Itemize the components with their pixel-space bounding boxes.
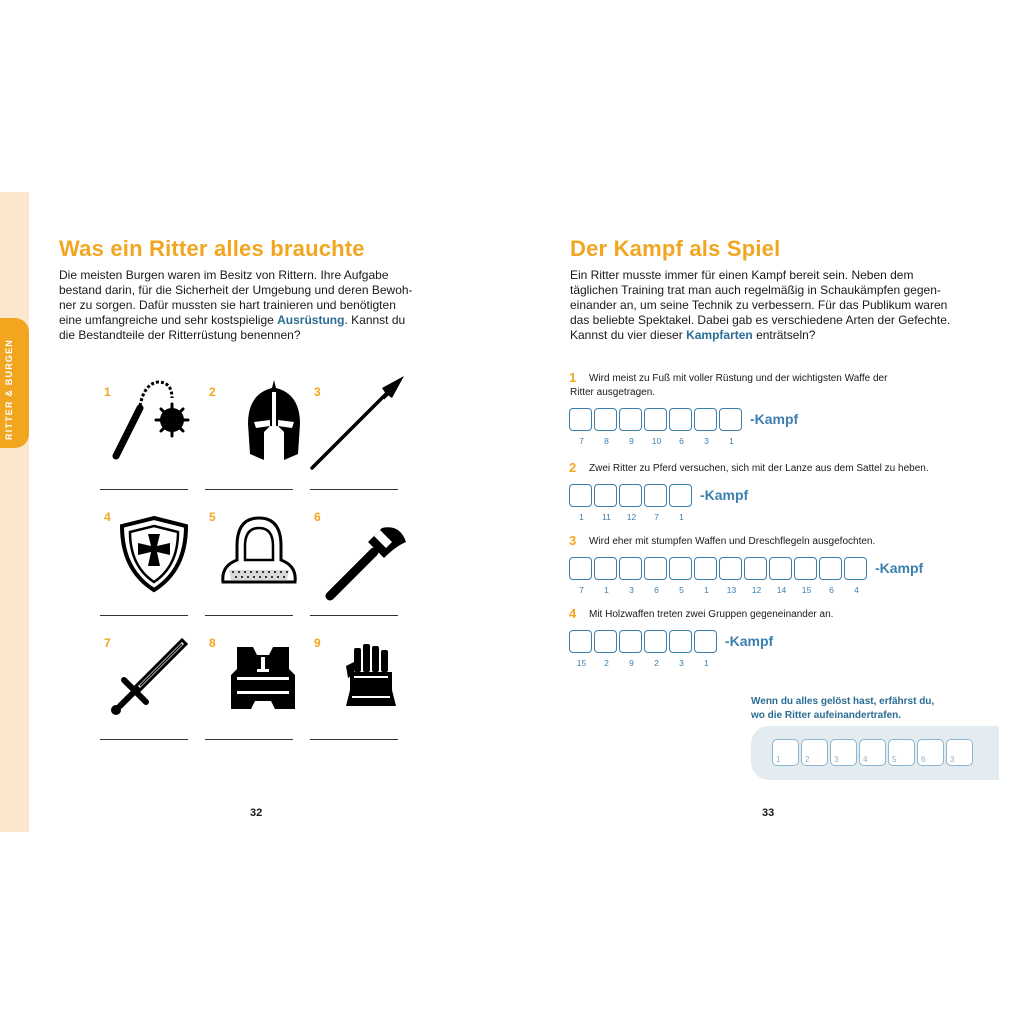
hint-number: 7	[654, 512, 659, 522]
item-number: 2	[209, 385, 216, 399]
hint-number: 9	[629, 658, 634, 668]
final-letter-box[interactable]	[830, 739, 857, 766]
page-number-right: 33	[762, 807, 775, 819]
letter-box[interactable]	[694, 630, 717, 653]
letter-box[interactable]	[794, 557, 817, 580]
text-segment: eine umfangreiche und sehr kostspielige	[59, 313, 278, 327]
hint-number: 2	[654, 658, 659, 668]
side-strip	[0, 192, 29, 832]
final-letter-box[interactable]	[859, 739, 886, 766]
hint-number: 1	[729, 436, 734, 446]
hint-number: 13	[726, 585, 737, 595]
letter-boxes	[569, 630, 719, 653]
hint-number: 12	[751, 585, 762, 595]
letter-box[interactable]	[619, 484, 642, 507]
letter-box[interactable]	[719, 557, 742, 580]
item-number: 7	[104, 636, 111, 650]
hint-number: 1	[604, 585, 609, 595]
letter-box[interactable]	[619, 557, 642, 580]
paragraph-line	[59, 313, 413, 328]
letter-box[interactable]	[644, 557, 667, 580]
item-number: 3	[314, 385, 321, 399]
answer-line[interactable]	[100, 489, 188, 490]
hint-number: 3	[629, 585, 634, 595]
axe-icon	[322, 516, 410, 604]
letter-box[interactable]	[594, 484, 617, 507]
number-hints	[569, 585, 869, 595]
letter-box[interactable]	[569, 557, 592, 580]
answer-line[interactable]	[205, 739, 293, 740]
hint-number: 4	[854, 585, 859, 595]
hint-number: 3	[679, 658, 684, 668]
letter-box[interactable]	[719, 408, 742, 431]
hint-number: 1	[579, 512, 584, 522]
letter-box[interactable]	[844, 557, 867, 580]
text-segment: . Kannst du	[344, 313, 406, 327]
keyword: Ausrüstung	[277, 313, 345, 327]
item-number: 5	[209, 510, 216, 524]
letter-box[interactable]	[569, 408, 592, 431]
letter-box[interactable]	[769, 557, 792, 580]
final-letter-box[interactable]	[946, 739, 973, 766]
letter-box[interactable]	[569, 630, 592, 653]
question-text: Zwei Ritter zu Pferd versuchen, sich mit der Lanze aus dem Sattel zu heben.	[589, 463, 929, 474]
letter-box[interactable]	[669, 557, 692, 580]
answer-line[interactable]	[310, 489, 398, 490]
question-number: 2	[569, 460, 577, 475]
text-segment: enträtseln?	[752, 328, 816, 342]
hint-number: 6	[654, 585, 659, 595]
item-number: 8	[209, 636, 216, 650]
spear-icon	[308, 372, 408, 472]
hint-number: 15	[576, 658, 587, 668]
hint-number: 7	[579, 585, 584, 595]
right-intro-paragraph	[570, 268, 950, 343]
hint-number: 3	[704, 436, 709, 446]
hint-number: 6	[829, 585, 834, 595]
paragraph-line	[570, 313, 950, 328]
hint-number: 11	[602, 512, 611, 522]
final-line-2: wo die Ritter aufeinandertrafen.	[751, 710, 902, 721]
letter-box[interactable]	[669, 630, 692, 653]
hint-number: 9	[629, 436, 634, 446]
kampf-suffix: -Kampf	[725, 633, 774, 649]
final-letter-box[interactable]	[888, 739, 915, 766]
item-number: 1	[104, 385, 111, 399]
letter-box[interactable]	[669, 408, 692, 431]
number-hints	[569, 512, 694, 522]
letter-boxes	[569, 557, 869, 580]
hint-number: 10	[651, 436, 662, 446]
kampf-suffix: -Kampf	[750, 411, 799, 427]
paragraph-line	[570, 268, 950, 283]
question-text: Wird eher mit stumpfen Waffen und Dreschflegeln ausgefochten.	[589, 536, 876, 547]
paragraph-line	[59, 328, 413, 343]
sword-icon	[106, 636, 190, 720]
text-segment: bestand darin, für die Sicherheit der Umgebung und deren Bewoh-	[59, 283, 413, 297]
left-page-title: Was ein Ritter alles brauchte	[59, 236, 365, 261]
question-number: 3	[569, 533, 577, 548]
text-segment: täglichen Training trat man auch regelmäßig in Schaukämpfen gegen-	[570, 283, 941, 297]
letter-box[interactable]	[744, 557, 767, 580]
letter-box[interactable]	[644, 408, 667, 431]
text-segment: Die meisten Burgen waren im Besitz von Rittern. Ihre Aufgabe	[59, 268, 389, 282]
hint-number: 12	[626, 512, 637, 522]
hint-number: 14	[776, 585, 787, 595]
final-hint-number: 2	[805, 755, 810, 764]
letter-box[interactable]	[594, 557, 617, 580]
hint-number: 1	[704, 658, 709, 668]
text-segment: das beliebte Spektakel. Dabei gab es verschiedene Arten der Gefechte.	[570, 313, 951, 327]
final-hint-number: 5	[892, 755, 897, 764]
question-text: Wird meist zu Fuß mit voller Rüstung und der wichtigsten Waffe der	[589, 373, 888, 384]
hint-number: 15	[801, 585, 812, 595]
paragraph-line	[59, 268, 413, 283]
answer-line[interactable]	[100, 739, 188, 740]
letter-box[interactable]	[594, 408, 617, 431]
left-intro-paragraph	[59, 268, 413, 343]
kampf-suffix: -Kampf	[875, 560, 924, 576]
item-number: 9	[314, 636, 321, 650]
hint-number: 1	[704, 585, 709, 595]
letter-boxes	[569, 484, 694, 507]
kampf-suffix: -Kampf	[700, 487, 749, 503]
question-text: Ritter ausgetragen.	[570, 387, 656, 398]
answer-line[interactable]	[310, 615, 398, 616]
number-hints	[569, 658, 719, 668]
keyword: Kampfarten	[686, 328, 753, 342]
final-letter-box[interactable]	[801, 739, 828, 766]
answer-line[interactable]	[100, 615, 188, 616]
answer-line[interactable]	[205, 489, 293, 490]
final-hint-number: 4	[863, 755, 868, 764]
hint-number: 8	[604, 436, 609, 446]
final-instruction	[751, 695, 934, 723]
letter-box[interactable]	[694, 557, 717, 580]
answer-line[interactable]	[310, 739, 398, 740]
hint-number: 7	[579, 436, 584, 446]
final-answer-panel	[751, 726, 999, 780]
text-segment: Ein Ritter musste immer für einen Kampf bereit sein. Neben dem	[570, 268, 914, 282]
shield-icon	[114, 514, 194, 594]
text-segment: die Bestandteile der Ritterrüstung benennen?	[59, 328, 301, 342]
letter-box[interactable]	[694, 408, 717, 431]
final-line-1: Wenn du alles gelöst hast, erfährst du,	[751, 696, 935, 707]
item-number: 6	[314, 510, 321, 524]
paragraph-line	[59, 298, 413, 313]
final-hint-number: 6	[921, 755, 926, 764]
text-segment: Kannst du vier dieser	[570, 328, 687, 342]
question-number: 4	[569, 606, 577, 621]
final-letter-box[interactable]	[772, 739, 799, 766]
paragraph-line	[570, 298, 950, 313]
letter-box[interactable]	[619, 630, 642, 653]
page-number-left: 32	[250, 807, 263, 819]
letter-boxes	[569, 408, 744, 431]
hint-number: 6	[679, 436, 684, 446]
chainmail-hood-icon	[219, 514, 299, 594]
hint-number: 5	[679, 585, 684, 595]
number-hints	[569, 436, 744, 446]
letter-box[interactable]	[594, 630, 617, 653]
section-label	[4, 418, 14, 440]
question-number: 1	[569, 370, 577, 385]
hint-number: 1	[679, 512, 684, 522]
question-text: Mit Holzwaffen treten zwei Gruppen gegeneinander an.	[589, 609, 834, 620]
answer-line[interactable]	[205, 615, 293, 616]
paragraph-line	[570, 328, 950, 343]
helmet-icon	[228, 376, 320, 468]
final-hint-number: 3	[834, 755, 839, 764]
text-segment: einander an, um seine Technik zu verbessern. Für das Publikum waren	[570, 298, 948, 312]
gauntlet-icon	[336, 640, 406, 710]
letter-box[interactable]	[569, 484, 592, 507]
letter-box[interactable]	[669, 484, 692, 507]
letter-box[interactable]	[644, 630, 667, 653]
hint-number: 2	[604, 658, 609, 668]
item-number: 4	[104, 510, 111, 524]
final-hint-number: 1	[776, 755, 781, 764]
paragraph-line	[59, 283, 413, 298]
flail-icon	[110, 372, 202, 464]
letter-box[interactable]	[819, 557, 842, 580]
right-page-title: Der Kampf als Spiel	[570, 236, 781, 261]
final-letter-box[interactable]	[917, 739, 944, 766]
paragraph-line	[570, 283, 950, 298]
breastplate-icon	[223, 639, 303, 719]
letter-box[interactable]	[644, 484, 667, 507]
letter-box[interactable]	[619, 408, 642, 431]
final-hint-number: 3	[950, 755, 955, 764]
text-segment: ner zu sorgen. Dafür mussten sie hart trainieren und benötigten	[59, 298, 396, 312]
